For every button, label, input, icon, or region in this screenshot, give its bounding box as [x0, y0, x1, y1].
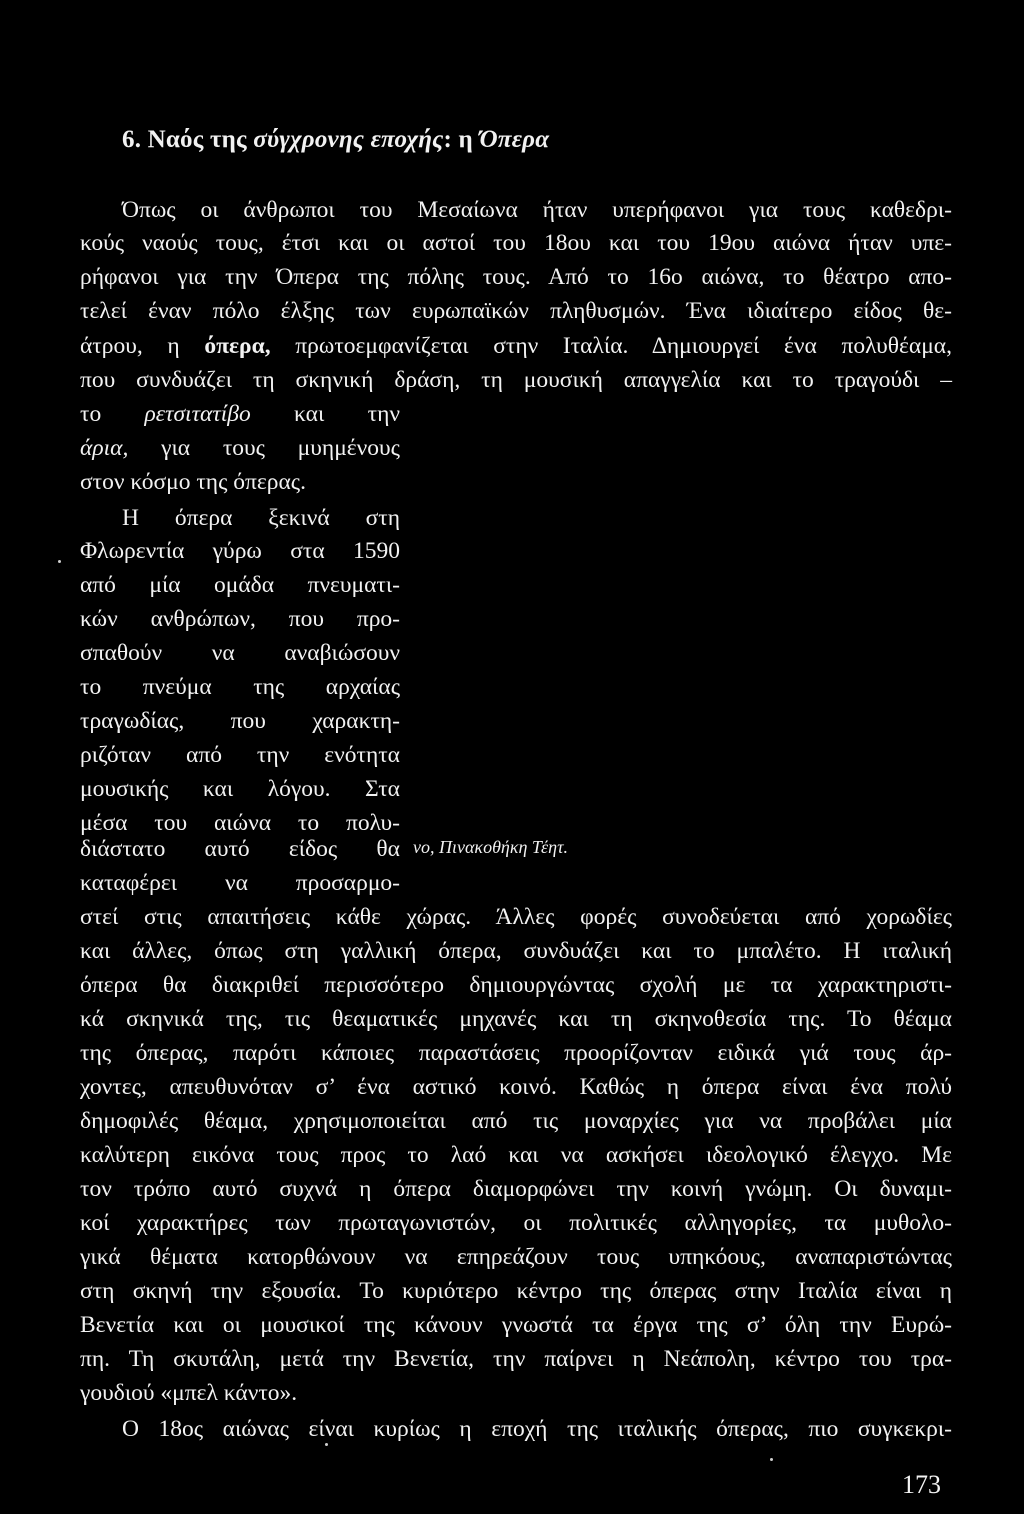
text-line: άτρου, η όπερα, πρωτοεμφανίζεται στην Ιταλία. Δημιουργεί ένα πολυθέαμα, [80, 333, 952, 359]
italic-term: άρια, [80, 435, 129, 461]
text-line: δημοφιλές θέαμα, χρησιμοποιείται από τις μοναρχίες για να προβάλει μία [80, 1108, 952, 1134]
italic-term: ρετσιτατίβο [144, 401, 251, 427]
text-line: καταφέρει να προσαρμο- [80, 870, 400, 896]
text-line: σπαθούν να αναβιώσουν [80, 640, 400, 666]
image-caption: νο, Πινακοθήκη Τέητ. [413, 837, 569, 857]
text-line: στον κόσμο της όπερας. [80, 469, 306, 495]
text-line: διάστατο αυτό είδος θα [80, 836, 400, 862]
bold-term: όπερα, [204, 333, 271, 359]
text-line: Όπως οι άνθρωποι του Μεσαίωνα ήταν υπερήφανοι για τους καθεδρι- [122, 197, 952, 223]
text-line: τραγωδίας, που χαρακτη- [80, 708, 400, 734]
text-line: πη. Τη σκυτάλη, μετά την Βενετία, την παίρνει η Νεάπολη, κέντρο του τρα- [80, 1346, 952, 1372]
text-line: κούς ναούς τους, έτσι και οι αστοί του 18ου και του 19ου αιώνα ήταν υπε- [80, 230, 952, 256]
scan-speck [58, 560, 61, 563]
text-line: από μία ομάδα πνευματι- [80, 572, 400, 598]
text-line: που συνδυάζει τη σκηνική δράση, τη μουσική απαγγελία και το τραγούδι – [80, 367, 952, 393]
text-line: άρια, για τους μυημένους [80, 435, 400, 461]
text-line: καλύτερη εικόνα τους προς το λαό και να ασκήσει ιδεολογικό έλεγχο. Με [80, 1142, 952, 1168]
text-line: Ο 18ος αιώνας είναι κυρίως η εποχή της ιταλικής όπερας, πιο συγκεκρι- [122, 1416, 952, 1442]
text-line: στη σκηνή την εξουσία. Το κυριότερο κέντρο της όπερας στην Ιταλία είναι η [80, 1278, 952, 1304]
text-line: χοντες, απευθυνόταν σ’ ένα αστικό κοινό. Καθώς η όπερα είναι ένα πολύ [80, 1074, 952, 1100]
page-number: 173 [902, 1470, 941, 1499]
section-number: 6. [122, 126, 142, 153]
text-line: κών ανθρώπων, που προ- [80, 606, 400, 632]
text-line: τελεί έναν πόλο έλξης των ευρωπαϊκών πληθυσμών. Ένα ιδιαίτερο είδος θε- [80, 298, 952, 324]
section-heading: 6. Ναός της σύγχρονης εποχής: η Όπερα [122, 126, 550, 153]
text-line: μέσα του αιώνα το πολυ- [80, 810, 400, 836]
text-line: Φλωρεντία γύρω στα 1590 [80, 538, 400, 564]
text-line: μουσικής και λόγου. Στα [80, 776, 400, 802]
text-line: γικά θέματα κατορθώνουν να επηρεάζουν τους υπηκόους, αναπαριστώντας [80, 1244, 952, 1270]
text-line: και άλλες, όπως στη γαλλική όπερα, συνδυάζει και το μπαλέτο. Η ιταλική [80, 938, 952, 964]
text-line: της όπερας, παρότι κάποιες παραστάσεις προορίζονταν ειδικά γιά τους άρ- [80, 1040, 952, 1066]
text-line: ριζόταν από την ενότητα [80, 742, 400, 768]
scan-speck [770, 1458, 773, 1461]
text-line: Η όπερα ξεκινά στη [122, 505, 400, 531]
text-line: στεί στις απαιτήσεις κάθε χώρας. Άλλες φορές συνοδεύεται από χορωδίες [80, 904, 952, 930]
scan-speck [325, 1443, 328, 1446]
text-line: κά σκηνικά της, τις θεαματικές μηχανές και τη σκηνοθεσία της. Το θέαμα [80, 1006, 952, 1032]
text-line: κοί χαρακτήρες των πρωταγωνιστών, οι πολιτικές αλληγορίες, τα μυθολο- [80, 1210, 952, 1236]
text-line: γουδιού «μπελ κάντο». [80, 1380, 298, 1406]
text-line: το ρετσιτατίβο και την [80, 401, 400, 427]
text-line: το πνεύμα της αρχαίας [80, 674, 400, 700]
text-line: τον τρόπο αυτό συχνά η όπερα διαμορφώνει την κοινή γνώμη. Οι δυναμι- [80, 1176, 952, 1202]
text-line: ρήφανοι για την Όπερα της πόλης τους. Από το 16ο αιώνα, το θέατρο απο- [80, 264, 952, 290]
text-line: όπερα θα διακριθεί περισσότερο δημιουργώντας σχολή με τα χαρακτηριστι- [80, 972, 952, 998]
text-line: Βενετία και οι μουσικοί της κάνουν γνωστά τα έργα της σ’ όλη την Ευρώ- [80, 1312, 952, 1338]
